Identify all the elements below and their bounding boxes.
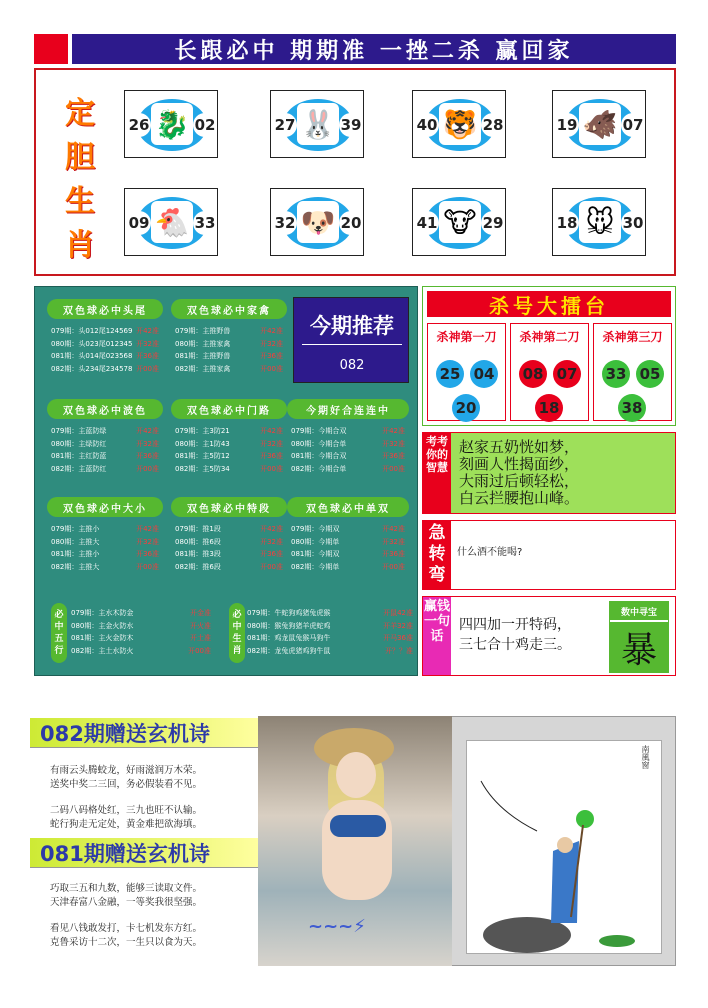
banner-red-block bbox=[34, 34, 68, 64]
prediction-box-rows bbox=[51, 325, 159, 375]
rabbit-icon: 🐰 bbox=[297, 103, 339, 145]
photo-watermark-logo: ~~~⚡ bbox=[308, 916, 366, 937]
prediction-text: 079期：主推小 bbox=[51, 525, 100, 533]
prediction-row bbox=[175, 350, 283, 363]
shengxiao-label: 必中生肖 bbox=[229, 603, 245, 663]
recommend-issue: 082 bbox=[339, 358, 365, 373]
prediction-text: 082期：主蓝防红 bbox=[51, 464, 107, 473]
prediction-text: 082期：推6段 bbox=[175, 562, 221, 571]
prediction-box-rows bbox=[291, 523, 405, 573]
prediction-text: 080期：今期单 bbox=[291, 537, 340, 546]
zodiac-panel bbox=[34, 68, 676, 276]
treasure-title: 数中寻宝 bbox=[610, 602, 668, 620]
prediction-row bbox=[71, 620, 211, 633]
prediction-row bbox=[247, 620, 413, 633]
prediction-box-title: 双色球必中大小 bbox=[47, 497, 163, 517]
zodiac-number: 09 bbox=[127, 211, 151, 235]
winning-line: 四四加一开特码， bbox=[459, 617, 571, 633]
prediction-result: 开32准 bbox=[136, 537, 159, 546]
poem-line: 二码八码格处红，三九也旺不认输。 bbox=[50, 805, 203, 816]
prediction-row bbox=[51, 363, 159, 376]
prediction-text: 079期：今期合双 bbox=[291, 427, 347, 435]
prediction-result: 开金准 bbox=[190, 609, 211, 617]
prediction-result: 开00准 bbox=[260, 364, 283, 373]
prediction-result: 开32准 bbox=[260, 537, 283, 546]
prediction-text: 080期：主1防43 bbox=[175, 439, 230, 448]
prediction-text: 081期：主推野兽 bbox=[175, 352, 231, 360]
zodiac-number: 27 bbox=[273, 113, 297, 137]
page-banner: 长跟必中 期期准 一挫二杀 赢回家 bbox=[72, 34, 676, 64]
rooster-icon: 🐔 bbox=[151, 201, 193, 243]
prediction-text: 081期：主红防蓝 bbox=[51, 452, 107, 460]
prediction-text: 081期：推3段 bbox=[175, 550, 221, 558]
zodiac-number: 29 bbox=[481, 211, 505, 235]
prediction-row bbox=[175, 536, 283, 549]
prediction-result: 开36准 bbox=[260, 452, 283, 460]
wisdom-line: 白云拦腰抱山峰。 bbox=[459, 489, 580, 507]
prediction-result: 开32准 bbox=[136, 339, 159, 348]
prediction-row bbox=[175, 438, 283, 451]
prediction-text: 081期：主火金防木 bbox=[71, 634, 134, 642]
prediction-result: 开00准 bbox=[136, 464, 159, 473]
prediction-text: 079期：推1段 bbox=[175, 525, 221, 533]
prediction-result: 开？？准 bbox=[385, 646, 413, 655]
prediction-result: 开00准 bbox=[136, 562, 159, 571]
lottery-ball: 20 bbox=[452, 394, 480, 422]
prediction-row bbox=[291, 548, 405, 561]
prediction-result: 开00准 bbox=[136, 364, 159, 373]
prediction-result: 开36准 bbox=[382, 550, 405, 558]
prediction-text: 080期：主推大 bbox=[51, 537, 100, 546]
prediction-text: 082期：主5防34 bbox=[175, 464, 230, 473]
zodiac-number: 39 bbox=[339, 113, 363, 137]
zodiac-number: 07 bbox=[621, 113, 645, 137]
brain-teaser-box bbox=[422, 520, 676, 590]
wisdom-line: 赵家五奶恍如梦， bbox=[459, 438, 580, 456]
prediction-result: 开00准 bbox=[382, 464, 405, 473]
prediction-result: 开42准 bbox=[260, 327, 283, 335]
prediction-text: 082期：今期合单 bbox=[291, 464, 347, 473]
prediction-row bbox=[247, 632, 413, 645]
poem-line: 巧取三五和九数，能够三读取文件。 bbox=[50, 883, 203, 894]
zodiac-card bbox=[270, 188, 364, 256]
prediction-row bbox=[175, 363, 283, 376]
winning-line: 三七合十鸡走三。 bbox=[459, 637, 571, 653]
prediction-row bbox=[175, 561, 283, 574]
poem-line: 蛇行狗走无定处，黄金难把欲海填。 bbox=[50, 819, 203, 830]
zodiac-title-char: 肖 bbox=[65, 228, 95, 263]
prediction-text: 080期：主绿防红 bbox=[51, 439, 107, 448]
prediction-box-rows bbox=[175, 325, 283, 375]
winning-phrase-text bbox=[459, 615, 571, 655]
lottery-ball: 04 bbox=[470, 360, 498, 388]
prediction-result: 开32准 bbox=[260, 339, 283, 348]
prediction-box-title: 双色球必中头尾 bbox=[47, 299, 163, 319]
prediction-result: 开42准 bbox=[260, 427, 283, 435]
prediction-text: 079期：头012尾124569 bbox=[51, 327, 133, 335]
prediction-text: 081期：主推小 bbox=[51, 550, 100, 558]
brain-teaser-tag: 急转弯 bbox=[423, 521, 451, 589]
wuxing-label: 必中五行 bbox=[51, 603, 67, 663]
prediction-row bbox=[175, 523, 283, 536]
zodiac-title-char: 胆 bbox=[65, 140, 95, 175]
prediction-row bbox=[51, 325, 159, 338]
painting-title: 南風窗 bbox=[641, 745, 650, 769]
wisdom-body bbox=[451, 433, 675, 513]
prediction-text: 080期：猴兔狗猪羊虎蛇鸡 bbox=[247, 621, 331, 630]
ox-icon: 🐮 bbox=[439, 201, 481, 243]
zodiac-number: 33 bbox=[193, 211, 217, 235]
prediction-result: 开土准 bbox=[190, 634, 211, 642]
prediction-row bbox=[51, 338, 159, 351]
prediction-row bbox=[51, 425, 159, 438]
poem-title: 082期赠送玄机诗 bbox=[30, 718, 260, 748]
prediction-row bbox=[71, 645, 211, 658]
prediction-row bbox=[51, 450, 159, 463]
prediction-row bbox=[291, 425, 405, 438]
prediction-box-rows bbox=[51, 425, 159, 475]
prediction-box-title: 双色球必中波色 bbox=[47, 399, 163, 419]
prediction-row bbox=[175, 325, 283, 338]
prediction-row bbox=[51, 561, 159, 574]
prediction-box-rows bbox=[175, 425, 283, 475]
prediction-row bbox=[247, 645, 413, 658]
dog-icon: 🐶 bbox=[297, 201, 339, 243]
prediction-row bbox=[175, 463, 283, 476]
ink-painting-image bbox=[466, 740, 662, 954]
painting-figure-head bbox=[557, 837, 573, 853]
prediction-row bbox=[51, 463, 159, 476]
prediction-row bbox=[175, 338, 283, 351]
kill-blade bbox=[593, 323, 672, 421]
kill-blade bbox=[427, 323, 506, 421]
prediction-result: 开00准 bbox=[382, 562, 405, 571]
prediction-result: 开马36准 bbox=[383, 634, 413, 642]
prediction-result: 开00准 bbox=[260, 464, 283, 473]
recommend-divider bbox=[302, 344, 402, 345]
prediction-result: 开36准 bbox=[382, 452, 405, 460]
lottery-ball: 33 bbox=[602, 360, 630, 388]
lottery-ball: 05 bbox=[636, 360, 664, 388]
prediction-text: 082期：主推大 bbox=[51, 562, 100, 571]
kill-title: 杀号大擂台 bbox=[427, 291, 671, 317]
recommend-title: 今期推荐 bbox=[310, 314, 394, 338]
lottery-ball: 18 bbox=[535, 394, 563, 422]
dragon-icon: 🐉 bbox=[151, 103, 193, 145]
prediction-text: 081期：主5防12 bbox=[175, 452, 230, 460]
prediction-row bbox=[291, 523, 405, 536]
prediction-text: 079期：主推野兽 bbox=[175, 327, 231, 335]
zodiac-card bbox=[124, 188, 218, 256]
prediction-text: 081期：今期合双 bbox=[291, 452, 347, 460]
prediction-result: 开00准 bbox=[188, 646, 211, 655]
prediction-result: 开42准 bbox=[382, 427, 405, 435]
prediction-box-title: 双色球必中特段 bbox=[171, 497, 287, 517]
poem-line: 克鲁采访十二次，一生只以食为天。 bbox=[50, 937, 203, 948]
prediction-result: 开36准 bbox=[136, 352, 159, 360]
prediction-row bbox=[291, 561, 405, 574]
kill-blade bbox=[510, 323, 589, 421]
prediction-text: 079期：今期双 bbox=[291, 525, 340, 533]
zodiac-card bbox=[552, 188, 646, 256]
winning-phrase-box bbox=[422, 596, 676, 676]
zodiac-number: 41 bbox=[415, 211, 439, 235]
painting-illustration bbox=[467, 741, 663, 955]
prediction-result: 开32准 bbox=[382, 439, 405, 448]
zodiac-title-char: 生 bbox=[65, 184, 95, 219]
poem-line: 送奖中奖二三回，务必假装看不见。 bbox=[50, 779, 203, 790]
prediction-text: 080期：今期合单 bbox=[291, 439, 347, 448]
rat-icon: 🐭 bbox=[579, 201, 621, 243]
prediction-panel bbox=[34, 286, 418, 676]
pig-icon: 🐗 bbox=[579, 103, 621, 145]
prediction-row bbox=[71, 632, 211, 645]
prediction-row bbox=[291, 536, 405, 549]
zodiac-card bbox=[124, 90, 218, 158]
zodiac-card bbox=[412, 90, 506, 158]
poem-column bbox=[30, 716, 260, 966]
lottery-ball: 25 bbox=[436, 360, 464, 388]
poem-gap bbox=[50, 910, 202, 922]
prediction-text: 079期：牛蛇狗鸡猪兔虎猴 bbox=[247, 609, 331, 617]
prediction-text: 081期：鸡龙鼠兔猴马狗牛 bbox=[247, 634, 331, 642]
prediction-result: 开火准 bbox=[190, 621, 211, 630]
shengxiao-rows bbox=[247, 607, 413, 657]
prediction-row bbox=[291, 463, 405, 476]
zodiac-number: 19 bbox=[555, 113, 579, 137]
winning-phrase-tag: 赢钱一句话 bbox=[423, 597, 451, 675]
prediction-result: 开鼠42准 bbox=[383, 609, 413, 617]
photo-figure-swimsuit bbox=[330, 815, 386, 837]
prediction-text: 082期：主土水防火 bbox=[71, 646, 134, 655]
prediction-text: 082期：今期单 bbox=[291, 562, 340, 571]
wuxing-rows bbox=[71, 607, 211, 657]
poem-line: 看见八钱敢发打，卡七机发东方红。 bbox=[50, 923, 203, 934]
zodiac-card bbox=[270, 90, 364, 158]
prediction-text: 080期：推6段 bbox=[175, 537, 221, 546]
prediction-text: 080期：主金火防水 bbox=[71, 621, 134, 630]
prediction-result: 开36准 bbox=[136, 550, 159, 558]
prediction-result: 开32准 bbox=[260, 439, 283, 448]
zodiac-number: 30 bbox=[621, 211, 645, 235]
tiger-icon: 🐯 bbox=[439, 103, 481, 145]
prediction-text: 081期：今期双 bbox=[291, 550, 340, 558]
brain-teaser-question: 什么酒不能喝? bbox=[457, 547, 523, 558]
prediction-row bbox=[71, 607, 211, 620]
prediction-row bbox=[51, 350, 159, 363]
kill-number-panel bbox=[422, 286, 676, 426]
prediction-row bbox=[175, 425, 283, 438]
prediction-text: 080期：头023尾012345 bbox=[51, 339, 133, 348]
prediction-box-title: 双色球必中单双 bbox=[287, 497, 409, 517]
prediction-row bbox=[51, 438, 159, 451]
prediction-row bbox=[291, 438, 405, 451]
wisdom-line: 刻画人性揭面纱， bbox=[459, 455, 580, 473]
painting-lilypad bbox=[599, 935, 635, 947]
prediction-result: 开36准 bbox=[260, 352, 283, 360]
zodiac-number: 18 bbox=[555, 211, 579, 235]
zodiac-number: 20 bbox=[339, 211, 363, 235]
poem-lines bbox=[50, 764, 202, 832]
prediction-result: 开42准 bbox=[136, 327, 159, 335]
prediction-result: 开36准 bbox=[136, 452, 159, 460]
wisdom-tag: 考考你的智慧 bbox=[423, 433, 451, 513]
prediction-result: 开32准 bbox=[136, 439, 159, 448]
prediction-result: 开42准 bbox=[136, 427, 159, 435]
treasure-box bbox=[609, 601, 669, 673]
zodiac-number: 02 bbox=[193, 113, 217, 137]
prediction-result: 开42准 bbox=[382, 525, 405, 533]
zodiac-title-char: 定 bbox=[65, 96, 95, 131]
prediction-text: 079期：主蓝防绿 bbox=[51, 427, 107, 435]
prediction-text: 079期：主水木防金 bbox=[71, 609, 134, 617]
poem-line: 有雨云头腾蛟龙，好雨滋润万木荣。 bbox=[50, 765, 203, 776]
prediction-result: 开00准 bbox=[260, 562, 283, 571]
poem-lines bbox=[50, 882, 202, 950]
prediction-row bbox=[175, 450, 283, 463]
zodiac-number: 26 bbox=[127, 113, 151, 137]
prediction-row bbox=[51, 536, 159, 549]
painting-pinwheel bbox=[576, 810, 594, 828]
painting-kite-string bbox=[481, 781, 537, 831]
poem-line: 天津春富八金融，一等奖我很坚强。 bbox=[50, 897, 203, 908]
prediction-row bbox=[51, 523, 159, 536]
prediction-box-rows bbox=[175, 523, 283, 573]
recommend-box bbox=[293, 297, 409, 383]
kill-blade-name: 杀神第一刀 bbox=[436, 330, 497, 344]
prediction-row bbox=[247, 607, 413, 620]
prediction-box-title: 双色球必中家禽 bbox=[171, 299, 287, 319]
prediction-text: 079期：主3防21 bbox=[175, 427, 230, 435]
prediction-text: 082期：头234尾234578 bbox=[51, 364, 133, 373]
prediction-row bbox=[51, 548, 159, 561]
prediction-text: 080期：主推家禽 bbox=[175, 339, 231, 348]
prediction-box-title: 今期好合连连中 bbox=[287, 399, 409, 419]
prediction-result: 开42准 bbox=[136, 525, 159, 533]
kill-blade-name: 杀神第三刀 bbox=[602, 330, 663, 344]
prediction-row bbox=[175, 548, 283, 561]
prediction-result: 开42准 bbox=[260, 525, 283, 533]
prediction-text: 081期：头014尾023568 bbox=[51, 352, 133, 360]
lottery-ball: 38 bbox=[618, 394, 646, 422]
prediction-result: 开32准 bbox=[382, 537, 405, 546]
prediction-box-rows bbox=[51, 523, 159, 573]
zodiac-card bbox=[412, 188, 506, 256]
zodiac-title bbox=[58, 92, 102, 268]
prediction-result: 开羊32准 bbox=[383, 621, 413, 630]
prediction-text: 082期：龙兔虎猪鸡狗牛鼠 bbox=[247, 646, 331, 655]
zodiac-number: 32 bbox=[273, 211, 297, 235]
zodiac-number: 40 bbox=[415, 113, 439, 137]
poem-gap bbox=[50, 792, 202, 804]
prediction-box-rows bbox=[291, 425, 405, 475]
poem-title: 081期赠送玄机诗 bbox=[30, 838, 260, 868]
zodiac-card bbox=[552, 90, 646, 158]
lottery-ball: 07 bbox=[553, 360, 581, 388]
prediction-text: 082期：主推家禽 bbox=[175, 364, 231, 373]
lottery-ball: 08 bbox=[519, 360, 547, 388]
treasure-char: 暴 bbox=[610, 620, 668, 672]
prediction-box-title: 双色球必中门路 bbox=[171, 399, 287, 419]
wisdom-line: 大雨过后顿轻松， bbox=[459, 472, 580, 490]
prediction-row bbox=[291, 450, 405, 463]
kill-blade-name: 杀神第二刀 bbox=[519, 330, 580, 344]
wisdom-riddle-box bbox=[422, 432, 676, 514]
prediction-result: 开36准 bbox=[260, 550, 283, 558]
photo-figure-head bbox=[336, 752, 376, 798]
zodiac-number: 28 bbox=[481, 113, 505, 137]
